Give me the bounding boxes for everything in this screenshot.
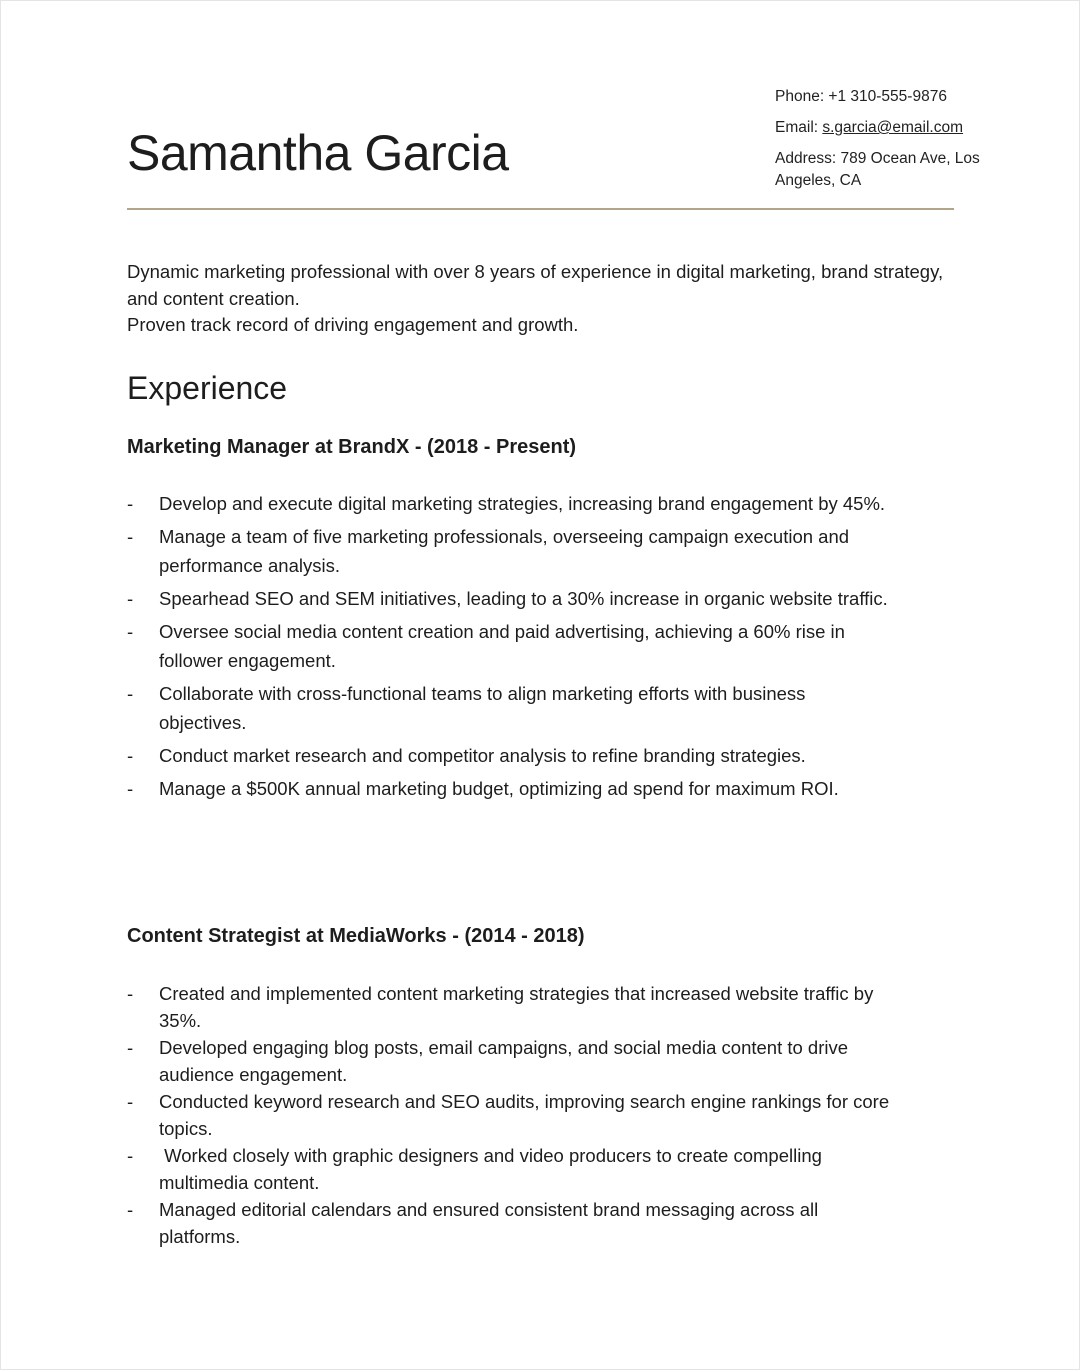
list-item — [127, 1142, 897, 1196]
list-item — [127, 522, 897, 580]
bullet-dash: - — [127, 745, 134, 766]
list-item — [127, 1196, 897, 1250]
list-item — [127, 679, 897, 737]
summary — [127, 259, 957, 339]
bullet-text: Manage a $500K annual marketing budget, optimizing ad spend for maximum ROI. — [159, 778, 839, 799]
bullet-text: Spearhead SEO and SEM initiatives, leading to a 30% increase in organic website traffic. — [159, 588, 888, 609]
email-link[interactable]: s.garcia@email.com — [822, 119, 964, 136]
job-bullet-list — [127, 980, 897, 1250]
bullet-dash: - — [127, 1037, 134, 1058]
contact-phone: Phone: +1 310-555-9876 — [775, 88, 947, 105]
header-divider — [127, 208, 954, 210]
bullet-dash: - — [127, 588, 134, 609]
bullet-dash: - — [127, 493, 134, 514]
list-item — [127, 1034, 897, 1088]
bullet-dash: - — [127, 1145, 134, 1166]
list-item — [127, 584, 897, 613]
list-item — [127, 980, 897, 1034]
bullet-text: Develop and execute digital marketing strategies, increasing brand engagement by 45%. — [159, 493, 886, 514]
experience-heading: Experience — [127, 370, 288, 406]
bullet-text: Developed engaging blog posts, email campaigns, and social media content to drive audience engagement. — [159, 1037, 849, 1085]
candidate-name: Samantha Garcia — [127, 125, 509, 181]
bullet-text: Conducted keyword research and SEO audits, improving search engine rankings for core topics. — [159, 1091, 890, 1139]
list-item — [127, 617, 897, 675]
bullet-dash: - — [127, 683, 134, 704]
job-bullet-list — [127, 489, 897, 807]
bullet-text: Managed editorial calendars and ensured consistent brand messaging across all platforms. — [159, 1199, 819, 1247]
contact-address: Address: 789 Ocean Ave, Los Angeles, CA — [775, 150, 980, 189]
bullet-text: Oversee social media content creation and paid advertising, achieving a 60% rise in follower engagement. — [159, 621, 845, 671]
list-item — [127, 489, 897, 518]
contact-email — [775, 117, 1015, 139]
bullet-dash: - — [127, 526, 134, 547]
contact-email-label: Email: — [775, 119, 823, 136]
bullet-dash: - — [127, 1091, 134, 1112]
bullet-dash: - — [127, 1199, 134, 1220]
bullet-text: Manage a team of five marketing professionals, overseeing campaign execution and performance analysis. — [159, 526, 850, 576]
job-title: Marketing Manager at BrandX - (2018 - Present) — [127, 436, 577, 458]
bullet-dash: - — [127, 983, 134, 1004]
summary-line: Proven track record of driving engagement and growth. — [127, 314, 579, 335]
bullet-text: Conduct market research and competitor analysis to refine branding strategies. — [159, 745, 806, 766]
bullet-dash: - — [127, 778, 134, 799]
bullet-text: Collaborate with cross-functional teams to align marketing efforts with business objectives. — [159, 683, 806, 733]
job-title: Content Strategist at MediaWorks - (2014 - 2018) — [127, 925, 585, 947]
list-item — [127, 774, 897, 803]
summary-line: Dynamic marketing professional with over 8 years of experience in digital marketing, brand strategy, and content creation. — [127, 261, 944, 309]
bullet-text: Created and implemented content marketing strategies that increased website traffic by 35%. — [159, 983, 874, 1031]
bullet-dash: - — [127, 621, 134, 642]
bullet-text: Worked closely with graphic designers and video producers to create compelling multimedia content. — [159, 1145, 828, 1193]
list-item — [127, 741, 897, 770]
contact-block — [775, 86, 1015, 192]
list-item — [127, 1088, 897, 1142]
